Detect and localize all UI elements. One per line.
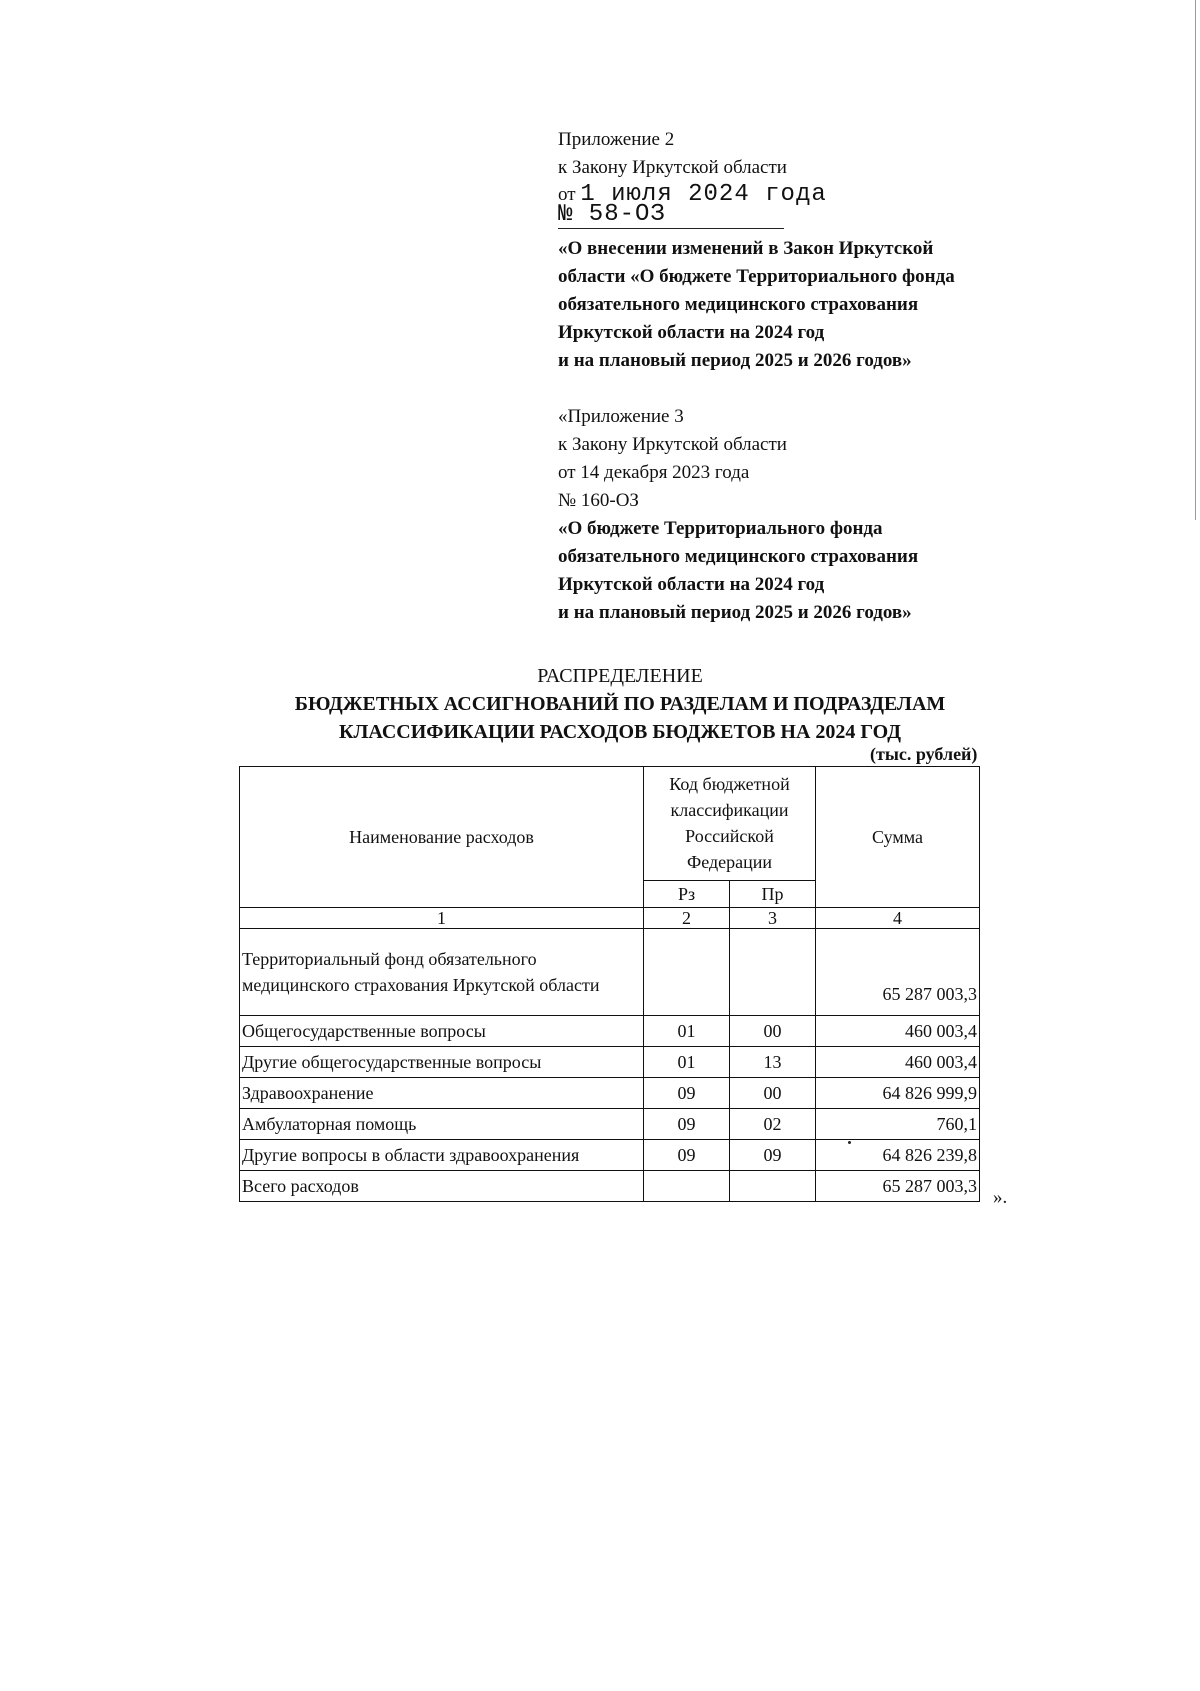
amend-title-line: и на плановый период 2025 и 2026 годов» — [558, 350, 912, 371]
annex-header — [558, 126, 1078, 627]
column-number: 4 — [816, 908, 980, 929]
header-sum: Сумма — [816, 767, 980, 908]
row-rz: 01 — [644, 1047, 730, 1078]
document-title — [220, 662, 1020, 746]
row-name: Другие вопросы в области здравоохранения — [240, 1140, 644, 1171]
row-sum: 460 003,4 — [816, 1047, 980, 1078]
row-pr — [730, 929, 816, 1016]
row-rz: 09 — [644, 1140, 730, 1171]
annex3-title-line: и на плановый период 2025 и 2026 годов» — [558, 602, 912, 623]
law-number: № 58-ОЗ — [558, 201, 666, 228]
annex3-label: «Приложение 3 — [558, 406, 684, 427]
annex3-title-line: обязательного медицинского страхования — [558, 546, 919, 567]
annex3-law-reference: к Закону Иркутской области — [558, 434, 787, 455]
header-name: Наименование расходов — [240, 767, 644, 908]
title-line-1: РАСПРЕДЕЛЕНИЕ — [537, 665, 703, 687]
amend-title-line: Иркутской области на 2024 год — [558, 322, 825, 343]
row-name: Общегосударственные вопросы — [240, 1016, 644, 1047]
title-line-2: БЮДЖЕТНЫХ АССИГНОВАНИЙ ПО РАЗДЕЛАМ И ПОДРАЗДЕЛАМ — [294, 693, 946, 715]
annex3-date: от 14 декабря 2023 года — [558, 462, 750, 483]
row-sum: 760,1 — [816, 1109, 980, 1140]
row-pr — [730, 1171, 816, 1202]
row-name: Здравоохранение — [240, 1078, 644, 1109]
column-number: 2 — [644, 908, 730, 929]
row-rz — [644, 929, 730, 1016]
closing-quote: ». — [993, 1187, 1008, 1208]
row-pr: 09 — [730, 1140, 816, 1171]
row-pr: 00 — [730, 1016, 816, 1047]
law-reference: к Закону Иркутской области — [558, 157, 787, 178]
annex3-title-line: Иркутской области на 2024 год — [558, 574, 825, 595]
annex3-number: № 160-ОЗ — [558, 490, 639, 511]
number-underline — [558, 228, 784, 229]
row-pr: 02 — [730, 1109, 816, 1140]
row-rz — [644, 1171, 730, 1202]
scan-speck — [848, 1141, 851, 1144]
header-pr: Пр — [730, 880, 816, 907]
row-name: Амбулаторная помощь — [240, 1109, 644, 1140]
row-sum: 64 826 999,9 — [816, 1078, 980, 1109]
title-line-3: КЛАССИФИКАЦИИ РАСХОДОВ БЮДЖЕТОВ НА 2024 ГОД — [339, 721, 901, 743]
row-name: Другие общегосударственные вопросы — [240, 1047, 644, 1078]
row-pr: 13 — [730, 1047, 816, 1078]
amend-title-line: обязательного медицинского страхования — [558, 294, 919, 315]
date-typed: 1 июля 2024 года — [580, 181, 827, 208]
row-name: Всего расходов — [240, 1171, 644, 1202]
row-sum: 65 287 003,3 — [816, 1171, 980, 1202]
row-name: Территориальный фонд обязательного медицинского страхования Иркутской области — [240, 929, 644, 1016]
row-rz: 01 — [644, 1016, 730, 1047]
table-row — [240, 1078, 980, 1109]
header-rz: Рз — [644, 880, 730, 907]
budget-table — [239, 766, 980, 1202]
row-rz: 09 — [644, 1109, 730, 1140]
amend-title-line: «О внесении изменений в Закон Иркутской — [558, 238, 934, 259]
header-code: Код бюджетной классификации Российской Федерации — [644, 767, 816, 881]
row-sum: 64 826 239,8 — [816, 1140, 980, 1171]
column-number: 1 — [240, 908, 644, 929]
table-row — [240, 929, 980, 1016]
row-pr: 00 — [730, 1078, 816, 1109]
table-row-total — [240, 1171, 980, 1202]
annex-label: Приложение 2 — [558, 129, 675, 150]
table-row — [240, 1109, 980, 1140]
scan-edge-line — [1195, 0, 1196, 520]
row-sum: 65 287 003,3 — [816, 929, 980, 1016]
row-rz: 09 — [644, 1078, 730, 1109]
table-header-row — [240, 767, 980, 881]
table-row — [240, 1016, 980, 1047]
column-number: 3 — [730, 908, 816, 929]
column-number-row — [240, 908, 980, 929]
amend-title-line: области «О бюджете Территориального фонда — [558, 266, 955, 287]
table-row — [240, 1140, 980, 1171]
table-row — [240, 1047, 980, 1078]
row-sum: 460 003,4 — [816, 1016, 980, 1047]
date-prefix: от — [558, 184, 576, 205]
units-label: (тыс. рублей) — [870, 744, 978, 764]
annex3-title-line: «О бюджете Территориального фонда — [558, 518, 883, 539]
